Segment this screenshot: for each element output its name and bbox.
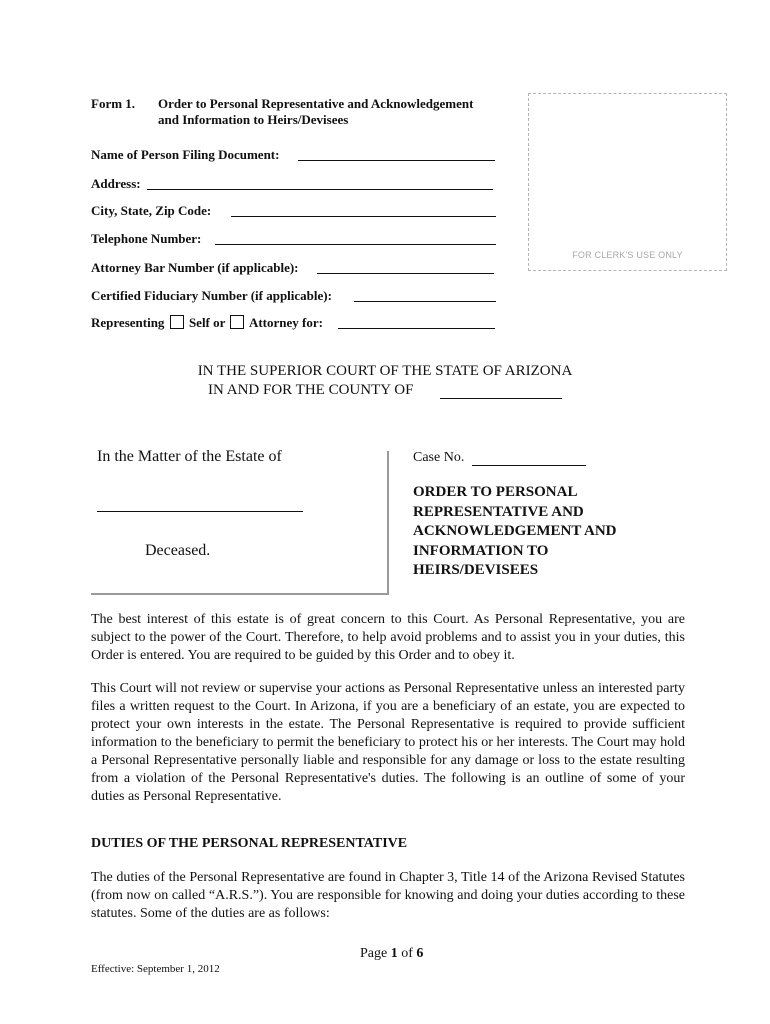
form-number: Form 1. bbox=[91, 96, 136, 111]
effective-date: Effective: September 1, 2012 bbox=[91, 963, 220, 975]
phone-label: Telephone Number: bbox=[91, 231, 202, 246]
self-label: Self or bbox=[188, 315, 226, 330]
court-heading-line2-row bbox=[208, 382, 413, 399]
address-field[interactable] bbox=[147, 189, 493, 190]
form-title-line2: and Information to Heirs/Devisees bbox=[158, 112, 349, 127]
clerk-use-box bbox=[528, 93, 727, 271]
page-number bbox=[360, 946, 423, 962]
paragraph-supervision: This Court will not review or supervise your actions as Personal Representative unless an interested party files a written request to the Court. In Arizona, if you are a beneficiary of an estate, you are expected to protect your own interests in the estate. The Personal Representative is required to provide sufficient information to the beneficiary to permit the beneficiary to protect his or her interests. The Court may hold a Personal Representative personally liable and responsible for any damage or loss to the estate resulting from a violation of the Personal Representative's duties. The following is an outline of some of your duties as Personal Representative. bbox=[91, 681, 685, 804]
document-title bbox=[413, 483, 617, 581]
paragraph-intro: The best interest of this estate is of great concern to this Court. As Personal Representative, you are subject to the power of the Court. Therefore, to help avoid problems and to assist you in your duties, this Order is entered. You are required to be guided by this Order and to obey it. bbox=[91, 612, 685, 663]
title-line: ACKNOWLEDGEMENT AND bbox=[413, 523, 617, 539]
decedent-name-field[interactable] bbox=[97, 511, 303, 512]
title-line: HEIRS/DEVISEES bbox=[413, 562, 539, 578]
name-field[interactable] bbox=[298, 160, 495, 161]
case-number-field[interactable] bbox=[472, 465, 586, 466]
attorney-label: Attorney for: bbox=[248, 315, 323, 330]
caption-box bbox=[91, 451, 389, 595]
bar-number-field[interactable] bbox=[317, 273, 494, 274]
section-heading: DUTIES OF THE PERSONAL REPRESENTATIVE bbox=[91, 836, 408, 851]
bar-number-label: Attorney Bar Number (if applicable): bbox=[91, 260, 299, 275]
form-title-line1: Order to Personal Representative and Acknowledgement bbox=[158, 96, 474, 111]
court-heading-line1: IN THE SUPERIOR COURT OF THE STATE OF ARIZONA bbox=[197, 363, 573, 379]
page-total: 6 bbox=[416, 946, 424, 961]
paragraph-duties: The duties of the Personal Representative are found in Chapter 3, Title 14 of the Arizona Revised Statutes (from now on called “A.R.S.”). You are responsible for knowing and doing your duties according to these statutes. Some of the duties are as follows: bbox=[91, 870, 685, 921]
city-label: City, State, Zip Code: bbox=[91, 203, 212, 218]
self-checkbox[interactable] bbox=[170, 315, 184, 329]
court-heading-line2: IN AND FOR THE COUNTY OF bbox=[208, 382, 414, 398]
attorney-for-field[interactable] bbox=[338, 328, 495, 329]
case-number-label: Case No. bbox=[413, 450, 465, 465]
estate-of-label: In the Matter of the Estate of bbox=[97, 448, 282, 465]
title-line: REPRESENTATIVE AND bbox=[413, 503, 584, 520]
title-line: ORDER TO PERSONAL bbox=[413, 484, 578, 500]
page-current: 1 bbox=[390, 946, 398, 961]
representing-label: Representing bbox=[91, 315, 165, 330]
clerk-use-label: FOR CLERK'S USE ONLY bbox=[572, 250, 683, 260]
page-of: of bbox=[401, 946, 413, 961]
page-prefix: Page bbox=[360, 946, 388, 961]
fiduciary-field[interactable] bbox=[354, 301, 496, 302]
address-label: Address: bbox=[91, 176, 141, 191]
deceased-label: Deceased. bbox=[145, 542, 211, 559]
representing-row bbox=[91, 315, 323, 331]
name-label: Name of Person Filing Document: bbox=[91, 147, 280, 162]
fiduciary-label: Certified Fiduciary Number (if applicable): bbox=[91, 288, 332, 303]
phone-field[interactable] bbox=[215, 244, 496, 245]
title-line: INFORMATION TO bbox=[413, 542, 549, 559]
attorney-checkbox[interactable] bbox=[230, 315, 244, 329]
city-field[interactable] bbox=[231, 216, 496, 217]
county-field[interactable] bbox=[440, 398, 562, 399]
